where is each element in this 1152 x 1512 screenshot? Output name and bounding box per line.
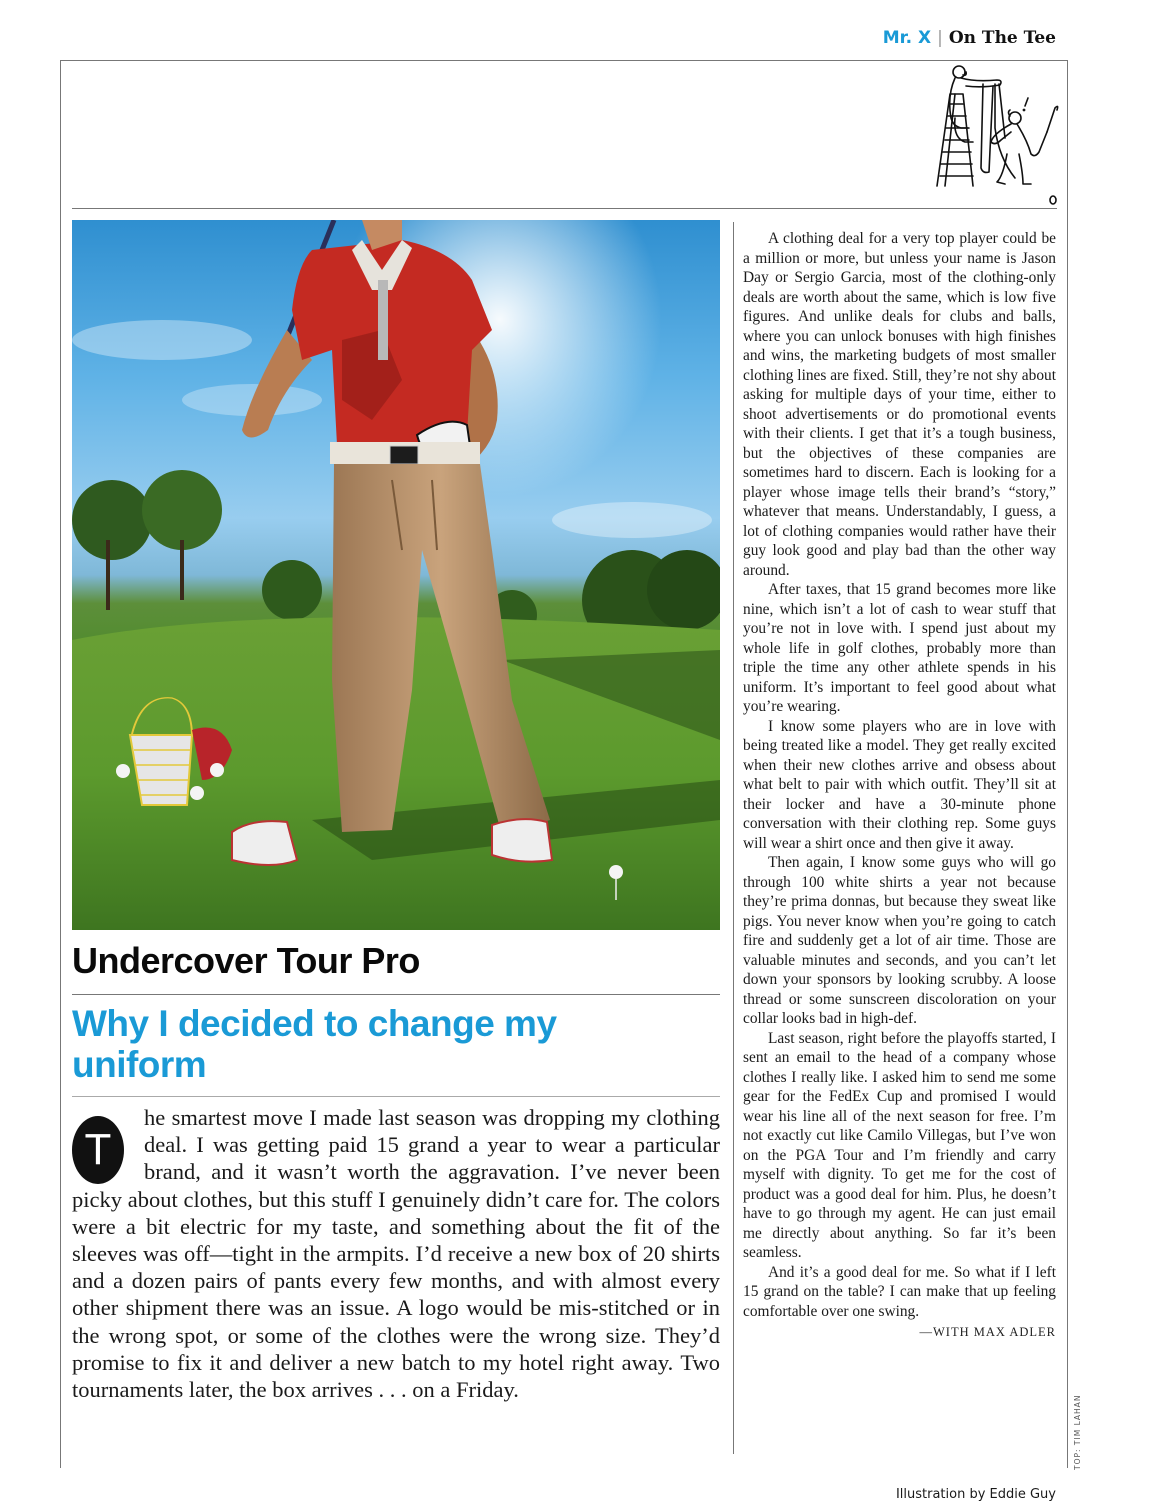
byline: —WITH MAX ADLER — [919, 1325, 1056, 1339]
body-paragraph: Then again, I know some guys who will go through 100 white shirts a year not because they’re prima donnas, but because they sweat like pigs. You never know when you’re going to catch fire and suddenly get a lot of air time. Those are valuable minutes and seconds, and you can’t let down your sponsors by looking scrubby. A loose thread or some sunscreen discoloration on your collar looks bad in high-def. — [743, 854, 1056, 1027]
spot-illustration — [895, 58, 1070, 208]
body-paragraph: After taxes, that 15 grand becomes more like nine, which isn’t a lot of cash to wear stuff that you’re not in love with. I spend just about my whole life in golf clothes, probably more than triple the time any other athlete spends in his uniform. It’s important to feel good about what you’re wearing. — [743, 581, 1056, 715]
body-column — [743, 229, 1056, 1343]
lead-text: he smartest move I made last season was dropping my clothing deal. I was getting paid 15 grand a year to wear a particular brand, and it wasn’t worth the aggravation. I’ve never been picky about clothes, but this stuff I genuinely didn’t care for. The colors were a bit electric for my taste, and something about the fit of the sleeves was off—tight in the armpits. I’d receive a new box of 20 shirts and a dozen pairs of pants every few months, and with almost every other shipment there was an issue. A logo would be mis-stitched or in the wrong spot, or some of the clothes were the wrong size. They’d promise to fix it and deliver a new batch to my hotel right away. Two tournaments later, the box arrives . . . on a Friday. — [72, 1105, 720, 1403]
headline: Why I decided to change my uniform — [72, 1003, 557, 1085]
lead-paragraph — [72, 1104, 720, 1403]
kicker-rule — [72, 994, 720, 995]
running-header — [883, 28, 1056, 48]
body-paragraph: A clothing deal for a very top player could be a million or more, but unless your name is Jason Day or Sergio Garcia, most of the clothing-only deals are worth about the same, which is low five figures. And unlike deals for clubs and balls, where you can unlock bonuses with high finishes and wins, the marketing budgets of most smaller clothing lines are fixed. Still, they’re not shy about asking for multiple days of your time, either to shoot advertisements or do promotional events with their clients. I get that it’s a tough business, but the objectives of these companies are sometimes hard to discern. Each is looking for a player whose image tells their brand’s “story,” whatever that means. Understandably, I guess, a lot of clothing companies would rather have their guy look good and play bad than the other way around. — [743, 230, 1056, 579]
header-separator: | — [937, 28, 943, 48]
header-divider — [72, 208, 1057, 209]
section-label: Mr. X — [882, 28, 932, 48]
frame-left-rule — [60, 60, 61, 1468]
body-paragraph: And it’s a good deal for me. So what if I left 15 grand on the table? I can make that up feeling comfortable over one swing. — [743, 1263, 1056, 1320]
headline-rule — [72, 1096, 720, 1097]
drop-cap — [72, 1104, 130, 1184]
ladder-golfer-drawing-icon — [895, 58, 1070, 208]
drop-cap-letter: T — [72, 1116, 124, 1184]
body-paragraph: Last season, right before the playoffs started, I sent an email to the head of a company whose clothes I really like. I asked him to send me some gear for the FedEx Cup and promised I would wear his line all of the next season for free. I’m not exactly cut like Camilo Villegas, but I’ve won on the PGA Tour and I’m friendly and carry myself with dignity. To get me for the cost of product was a good deal for him. Plus, he doesn’t have to go through my agent. He can just email me directly about anything. So far it’s been seamless. — [743, 1029, 1056, 1261]
frame-right-rule — [1067, 60, 1068, 1468]
kicker-title: Undercover Tour Pro — [72, 940, 420, 981]
photo-credit — [1073, 1382, 1087, 1472]
hero-photo — [72, 220, 720, 930]
column-title: On The Tee — [948, 28, 1056, 48]
photo-credit-text: TOP: TIM LAHAN — [1073, 1394, 1082, 1470]
body-paragraph: I know some players who are in love with being treated like a model. They get really excited when their new clothes arrive and obsess about what belt to pair with which outfit. They’ll sit at their locker and have a 30-minute phone conversation with their clothing rep. Some guys will wear a shirt once and then give it away. — [743, 717, 1056, 852]
golfer-photo-illustration — [72, 220, 720, 930]
illustration-credit: Illustration by Eddie Guy — [895, 1487, 1056, 1502]
column-divider — [733, 222, 734, 1454]
